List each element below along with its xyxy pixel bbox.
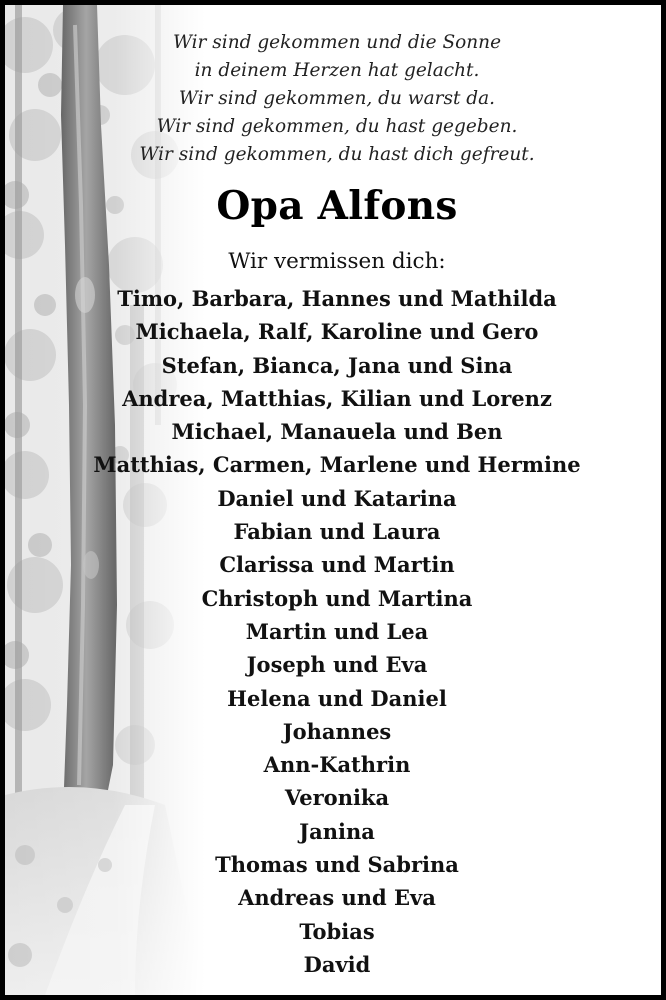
mourner-line: Thomas und Sabrina — [215, 852, 459, 878]
poem-line: Wir sind gekommen, du warst da. — [178, 88, 496, 109]
notice-text-area — [5, 5, 661, 995]
mourner-line: Janina — [299, 818, 375, 844]
mourner-line: Christoph und Martina — [201, 585, 473, 611]
mourner-line: Michael, Manauela und Ben — [171, 419, 503, 445]
mourner-line: Johannes — [282, 718, 392, 744]
poem — [5, 29, 661, 169]
mourner-line: Michaela, Ralf, Karoline und Gero — [135, 319, 539, 345]
mourner-line: Andreas und Eva — [238, 885, 436, 911]
mourner-line: Joseph und Eva — [246, 652, 428, 678]
mourner-line: Matthias, Carmen, Marlene und Hermine — [93, 452, 581, 478]
mourner-line: Daniel und Katarina — [217, 485, 457, 511]
mourner-line: Martin und Lea — [245, 618, 429, 644]
deceased-name-title: Opa Alfons — [216, 183, 458, 229]
mourner-line: David — [303, 951, 371, 977]
poem-line: Wir sind gekommen, du hast dich gefreut. — [139, 144, 535, 165]
poem-line: Wir sind gekommen, du hast gegeben. — [156, 116, 518, 137]
mourner-line: Tobias — [299, 918, 375, 944]
mourner-line: Fabian und Laura — [233, 519, 441, 545]
poem-line: in deinem Herzen hat gelacht. — [194, 60, 480, 81]
mourner-line: Clarissa und Martin — [219, 552, 455, 578]
mourner-line: Ann-Kathrin — [263, 752, 411, 778]
mourner-line: Timo, Barbara, Hannes und Mathilda — [117, 286, 557, 311]
mourner-line: Stefan, Bianca, Jana und Sina — [161, 352, 513, 378]
mourner-line: Andrea, Matthias, Kilian und Lorenz — [122, 385, 552, 411]
mourner-line: Veronika — [284, 785, 390, 811]
poem-line: Wir sind gekommen und die Sonne — [172, 32, 502, 53]
we-miss-you-heading: Wir vermissen dich: — [228, 249, 446, 274]
mourner-line: Helena und Daniel — [227, 685, 447, 711]
mourners-list — [5, 282, 661, 981]
